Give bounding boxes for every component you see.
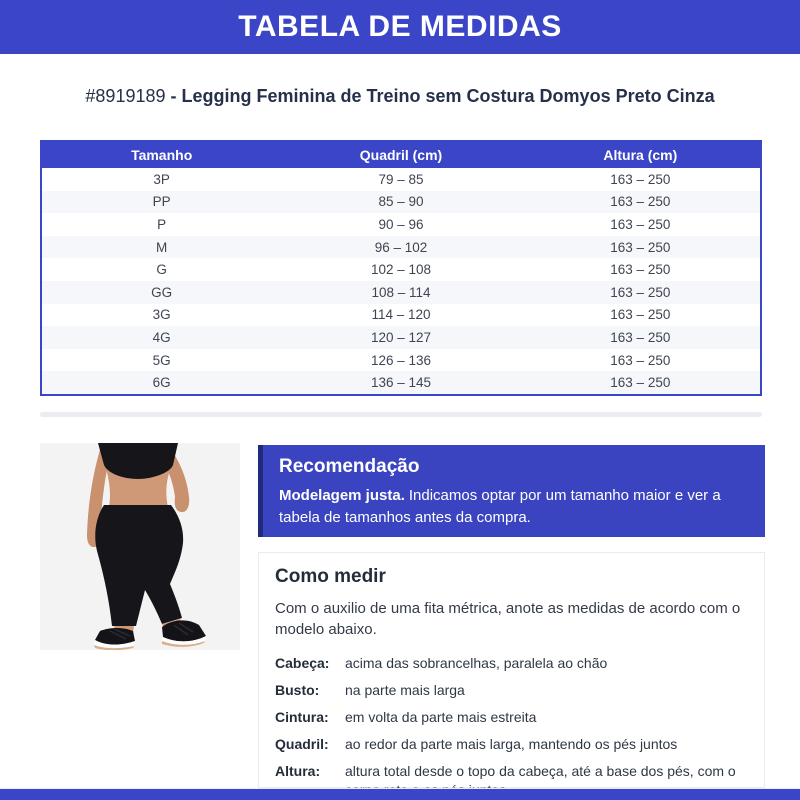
cell-size: 6G [152,375,171,391]
page-title: TABELA DE MEDIDAS [238,10,562,43]
product-sku: #8919189 [85,86,166,106]
table-row [42,258,760,281]
cell-size: 3G [152,307,171,323]
column-header-altura: Altura (cm) [603,147,678,163]
cell-altura: 163 – 250 [610,194,671,210]
measure-text: na parte mais larga [345,682,465,698]
recommendation-title: Recomendação [279,456,420,477]
page-header-banner [0,0,800,54]
product-name: Legging Feminina de Treino sem Costura Domyos Preto Cinza [181,86,715,106]
measure-item-cabeca [275,654,748,673]
measure-label: Busto: [275,682,320,698]
cell-altura: 163 – 250 [610,284,671,300]
size-table [40,140,762,396]
cell-altura: 163 – 250 [610,329,671,345]
cell-altura: 163 – 250 [610,239,671,255]
table-row [42,304,760,327]
cell-altura: 163 – 250 [610,352,671,368]
measure-item-cintura [275,708,748,727]
recommendation-fit: Modelagem justa. [279,487,405,504]
cell-quadril: 85 – 90 [378,194,424,210]
measure-item-quadril [275,735,748,754]
cell-quadril: 136 – 145 [370,375,432,391]
measure-text: altura total desde o topo da cabeça, até a base dos pés, com o [345,763,736,779]
measure-text: acima das sobrancelhas, paralela ao chão [345,655,608,671]
size-table-header [42,142,760,168]
cell-altura: 163 – 250 [610,171,671,187]
measure-label: Cabeça: [275,655,330,671]
table-row [42,326,760,349]
cell-size: M [156,239,168,255]
cell-size: 3P [153,171,170,187]
table-row [42,213,760,236]
measure-label: Quadril: [275,736,329,752]
product-title [0,86,800,107]
cell-quadril: 120 – 127 [370,329,432,345]
cell-altura: 163 – 250 [610,262,671,278]
cell-quadril: 90 – 96 [378,216,424,232]
cell-size: GG [151,284,173,300]
title-separator: - [170,86,177,106]
cell-size: 4G [152,329,171,345]
recommendation-box [258,445,765,537]
measure-label: Cintura: [275,709,329,725]
cell-size: P [157,216,167,232]
table-row [42,168,760,191]
cell-quadril: 102 – 108 [370,262,432,278]
column-header-tamanho: Tamanho [131,147,193,163]
horizontal-scrollbar[interactable] [40,412,762,417]
column-header-quadril: Quadril (cm) [359,147,443,163]
cell-size: G [156,262,167,278]
cell-quadril: 96 – 102 [374,239,428,255]
cell-altura: 163 – 250 [610,375,671,391]
model-legging-illustration [40,443,240,650]
cell-size: PP [152,194,171,210]
measure-text: em volta da parte mais estreita [345,709,537,725]
measure-text: ao redor da parte mais larga, mantendo os pés juntos [345,736,678,752]
table-row [42,371,760,394]
table-row [42,191,760,214]
how-to-measure-intro: Com o auxilio de uma fita métrica, anote as medidas de acordo com o modelo abaixo. [275,600,741,638]
measure-item-busto [275,681,748,700]
how-to-measure-card [258,552,765,788]
footer-accent-bar [0,789,800,800]
cell-quadril: 126 – 136 [370,352,432,368]
product-photo [40,443,240,650]
cell-altura: 163 – 250 [610,307,671,323]
cell-quadril: 79 – 85 [378,171,424,187]
cell-size: 5G [152,352,171,368]
cell-altura: 163 – 250 [610,216,671,232]
cell-quadril: 108 – 114 [371,284,431,300]
measure-label: Altura: [275,763,321,779]
cell-quadril: 114 – 120 [371,307,431,323]
how-to-measure-title: Como medir [275,566,386,587]
table-row [42,281,760,304]
recommendation-text: Modelagem justa. Indicamos optar por um tamanho maior e ver a tabela de tamanhos antes da compra. [279,487,721,526]
table-row [42,349,760,372]
table-row [42,236,760,259]
